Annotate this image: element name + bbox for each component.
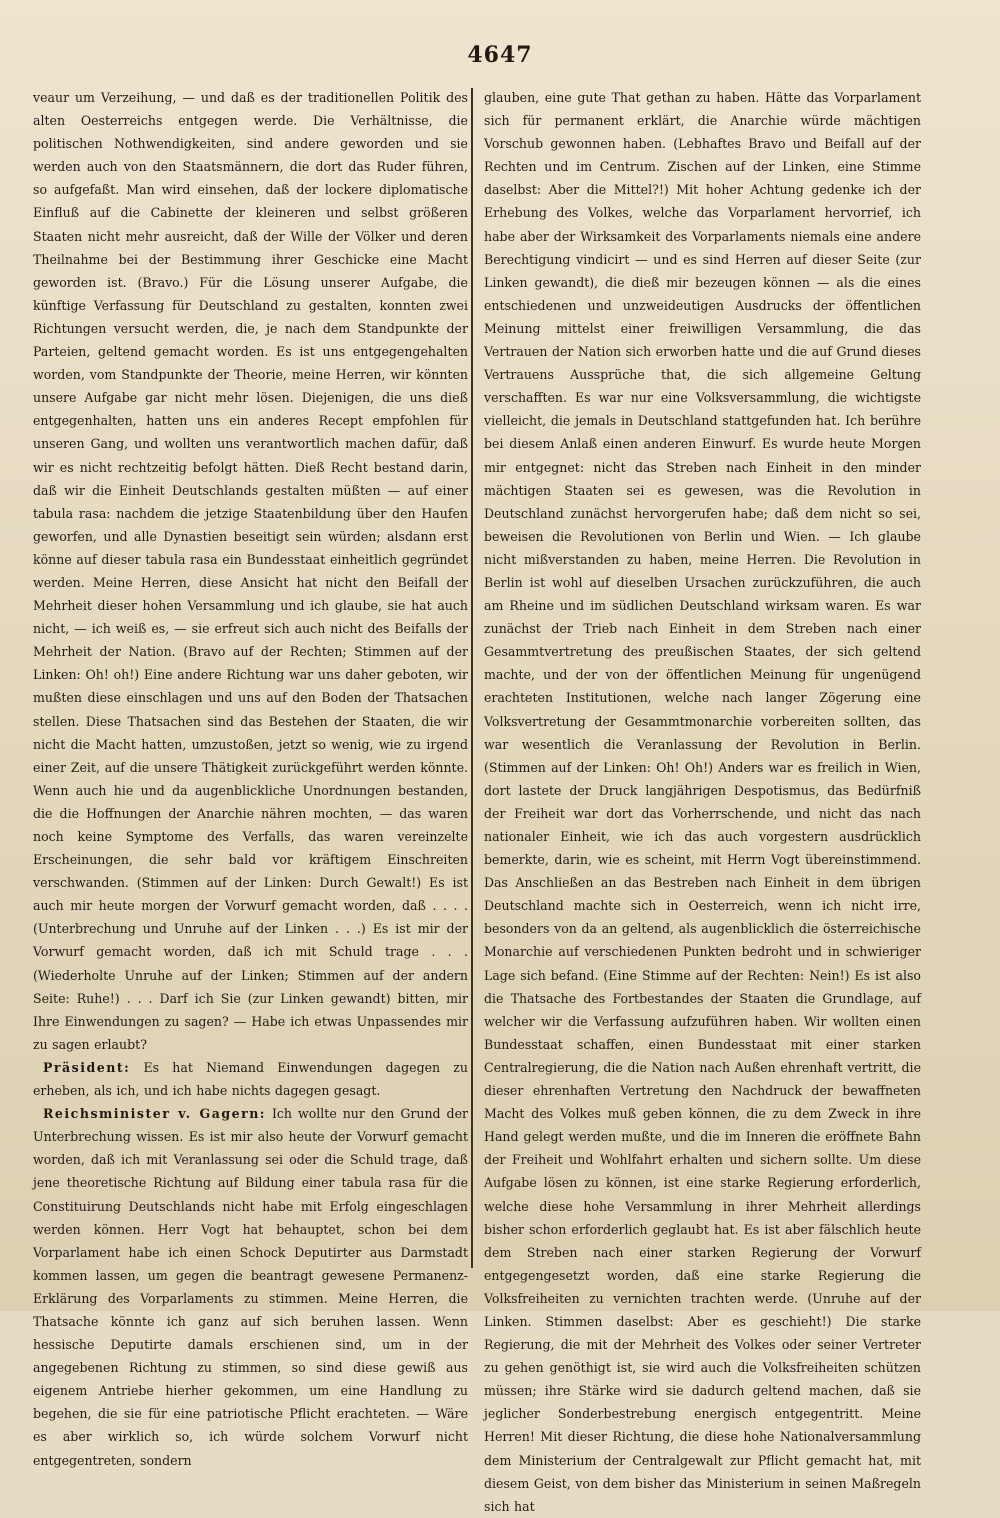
page-number: 4647 (467, 42, 533, 68)
speech-text: Ich wollte nur den Grund der Unterbrechung wissen. Es ist mir also heute der Vorwurf gemacht worden, daß ich mit Veranlassung sei oder die Schuld trage, daß jene theoretische Richtung auf Bildung einer tabula rasa für die Constituirung Deutschlands nicht habe mit Erfolg eingeschlagen werden können. Herr Vogt hat behauptet, schon bei dem Vorparlament habe ich einen Schock Deputirter aus Darmstadt kommen lassen, um gegen die beantragt gewesene Permanenz-Erklärung des Vorparlaments zu stimmen. Meine Herren, die Thatsache könnte ich ganz auf sich beruhen lassen. Wenn hessische Deputirte damals erschienen sind, um in der angegebenen Richtung zu stimmen, so sind diese gewiß aus eigenem Antriebe hierher gekommen, um eine Handlung zu begehen, die sie für eine patriotische Pflicht erachteten. — Wäre es aber wirklich so, ich würde solchem Vorwurf nicht entgegentreten, sondern (33, 1106, 468, 1468)
right-column (484, 86, 921, 1514)
paragraph (33, 1056, 468, 1102)
left-column (33, 86, 468, 1468)
speaker-name: Reichsminister v. Gagern: (43, 1106, 266, 1122)
paragraph (33, 1102, 468, 1472)
paragraph: veaur um Verzeihung, — und daß es der traditionellen Politik des alten Oesterreichs entgegen werde. Die Verhältnisse, die politischen Nothwendigkeiten, sind andere geworden und sie werden auch von den Staatsmännern, die dort das Ruder führen, so aufgefaßt. Man wird einsehen, daß der lockere diplomatische Einfluß auf die Cabinette der kleineren und selbst größeren Staaten nicht mehr ausreicht, daß der Wille der Völker und deren Theilnahme bei der Bestimmung ihrer Geschicke eine Macht geworden ist. (Bravo.) Für die Lösung unserer Aufgabe, die künftige Verfassung für Deutschland zu gestalten, konnten zwei Richtungen versucht werden, die, je nach dem Standpunkte der Parteien, geltend gemacht worden. Es ist uns entgegengehalten worden, vom Standpunkte der Theorie, meine Herren, wir könnten unsere Aufgabe gar nicht mehr lösen. Diejenigen, die uns dieß entgegenhalten, hatten uns ein anderes Recept empfohlen für unseren Gang, und wollten uns verantwortlich machen dafür, daß wir es nicht rechtzeitig befolgt hätten. Dieß Recht bestand darin, daß wir die Einheit Deutschlands gestalten müßten — auf einer tabula rasa: nachdem die jetzige Staatenbildung über den Haufen geworfen, und alle Dynastien beseitigt sein würden; alsdann erst könne auf dieser tabula rasa ein Bundesstaat einheitlich gegründet werden. Meine Herren, diese Ansicht hat nicht den Beifall der Mehrheit dieser hohen Versammlung und ich glaube, sie hat auch nicht, — ich weiß es, — sie erfreut sich auch nicht des Beifalls der Mehrheit der Nation. (Bravo auf der Rechten; Stimmen auf der Linken: Oh! oh!) Eine andere Richtung war uns daher geboten, wir mußten diese einschlagen und uns auf den Boden der Thatsachen stellen. Diese Thatsachen sind das Bestehen der Staaten, die wir nicht die Macht hatten, umzustoßen, jetzt so wenig, wie zu irgend einer Zeit, auf die unsere Thätigkeit zurückgeführt werden könnte. Wenn auch hie und da augenblickliche Unordnungen bestanden, die die Hoffnungen der Anarchie nähren mochten, — das waren noch keine Symptome des Verfalls, das waren vereinzelte Erscheinungen, die sehr bald vor kräftigem Einschreiten verschwanden. (Stimmen auf der Linken: Durch Gewalt!) Es ist auch mir heute morgen der Vorwurf gemacht worden, daß . . . . (Unterbrechung und Unruhe auf der Linken . . .) Es ist mir der Vorwurf gemacht worden, daß ich mit Schuld trage . . . (Wiederholte Unruhe auf der Linken; Stimmen auf der andern Seite: Ruhe!) . . . Darf ich Sie (zur Linken gewandt) bitten, mir Ihre Einwendungen zu sagen? — Habe ich etwas Unpassendes mir zu sagen erlaubt? (33, 90, 468, 1052)
speech-text: Es hat Niemand Einwendungen dagegen zu erheben, als ich, und ich habe nichts dagegen gesagt. (33, 1059, 468, 1099)
column-divider (471, 88, 473, 1268)
speaker-name: Präsident: (43, 1059, 131, 1075)
paragraph: glauben, eine gute That gethan zu haben. Hätte das Vorparlament sich für permanent erklärt, die Anarchie würde mächtigen Vorschub gewonnen haben. (Lebhaftes Bravo und Beifall auf der Rechten und im Centrum. Zischen auf der Linken, eine Stimme daselbst: Aber die Mittel?!) Mit hoher Achtung gedenke ich der Erhebung des Volkes, welche das Vorparlament hervorrief, ich habe aber der Wirksamkeit des Vorparlaments niemals eine andere Berechtigung vindicirt — und es sind Herren auf dieser Seite (zur Linken gewandt), die dieß mir bezeugen können — als die eines entschiedenen und unzweideutigen Ausdrucks der öffentlichen Meinung mittelst einer freiwilligen Versammlung, die das Vertrauen der Nation sich erworben hatte und die auf Grund dieses Vertrauens Aussprüche that, die sich allgemeine Geltung verschafften. Es war nur eine Volksversammlung, die wichtigste vielleicht, die jemals in Deutschland stattgefunden hat. Ich berühre bei diesem Anlaß einen anderen Einwurf. Es wurde heute Morgen mir entgegnet: nicht das Streben nach Einheit in den minder mächtigen Staaten sei es gewesen, was die Revolution in Deutschland zunächst hervorgerufen habe; daß dem nicht so sei, beweisen die Revolutionen von Berlin und Wien. — Ich glaube nicht mißverstanden zu haben, meine Herren. Die Revolution in Berlin ist wohl auf dieselben Ursachen zurückzuführen, die auch am Rheine und im südlichen Deutschland wirksam waren. Es war zunächst der Trieb nach Einheit in dem Streben nach einer Gesammtvertretung des preußischen Staates, der sich geltend machte, und der von der öffentlichen Meinung für ungenügend erachteten Institutionen, welche nach langer Zögerung eine Volksvertretung der Gesammtmonarchie vorbereiten sollten, das war wesentlich die Veranlassung der Revolution in Berlin. (Stimmen auf der Linken: Oh! Oh!) Anders war es freilich in Wien, dort lastete der Druck langjährigen Despotismus, das Bedürfniß der Freiheit war dort das Vorherrschende, und nicht das nach nationaler Einheit, wie ich das auch vorgestern ausdrücklich bemerkte, darin, wie es scheint, mit Herrn Vogt übereinstimmend. Das Anschließen an das Bestreben nach Einheit in dem übrigen Deutschland machte sich in Oesterreich, wenn ich nicht irre, besonders von da an geltend, als augenblicklich die österreichische Monarchie auf verschiedenen Punkten bedroht und in schwieriger Lage sich befand. (Eine Stimme auf der Rechten: Nein!) Es ist also die Thatsache des Fortbestandes der Staaten die Grundlage, auf welcher wir die Verfassung aufzuführen haben. Wir wollten einen Bundesstaat schaffen, einen Bundesstaat mit einer starken Centralregierung, die die Nation nach Außen ehrenhaft vertritt, die dieser ehrenhaften Vertretung den Nachdruck der bewaffneten Macht des Volkes muß geben können, die zu dem Zweck in ihre Hand gelegt werden mußte, und die im Inneren die eröffnete Bahn der Freiheit und Wohlfahrt erhalten und sichern sollte. Um diese Aufgabe lösen zu können, ist eine starke Regierung erforderlich, welche diese hohe Versammlung in ihrer Mehrheit allerdings bisher schon erforderlich geglaubt hat. Es ist aber fälschlich heute dem Streben nach einer starken Regierung der Vorwurf entgegengesetzt worden, daß eine starke Regierung die Volksfreiheiten zu vernichten trachten werde. (Unruhe auf der Linken. Stimmen daselbst: Aber es geschieht!) Die starke Regierung, die mit der Mehrheit des Volkes oder seiner Vertreter zu gehen genöthigt ist, sie wird auch die Volksfreiheiten schützen müssen; ihre Stärke wird sie dadurch geltend machen, daß sie jeglicher Sonderbestrebung energisch entgegentritt. Meine Herren! Mit dieser Richtung, die diese hohe Nationalversammlung dem Ministerium der Centralgewalt zur Pflicht gemacht hat, mit diesem Geist, von dem bisher das Ministerium in seinen Maßregeln sich hat (484, 90, 921, 1514)
